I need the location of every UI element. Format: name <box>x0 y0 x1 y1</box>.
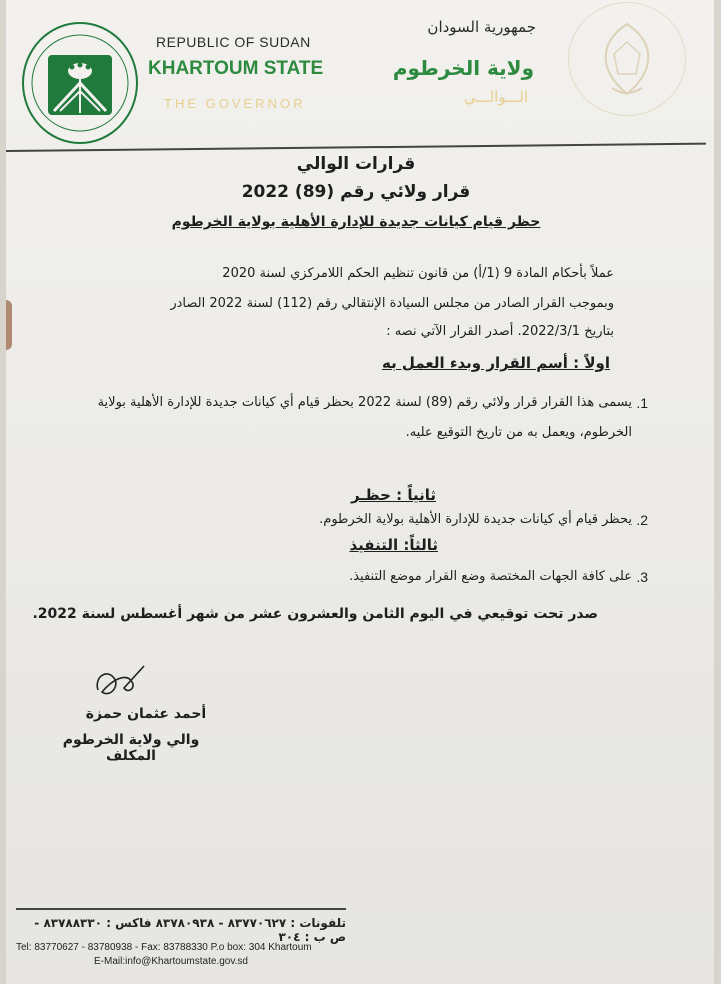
state-ar: ولاية الخرطوم <box>392 56 534 80</box>
item-1-text: يسمى هذا القرار قرار ولائي رقم (89) لسنة 2022 بحظر قيام أي كيانات جديدة للإدارة الأهلية بولاية الخرطوم، ويعمل به من تاريخ التوقيع عليه. <box>97 395 632 440</box>
item-1-number: 1. <box>636 395 648 411</box>
finger-edge <box>6 300 12 350</box>
footer-divider <box>16 908 346 910</box>
footer-arabic-contacts: تلفونات : ٨٣٧٧٠٦٢٧ - ٨٣٧٨٠٩٣٨ فاكس : ٨٣٧٨٨٣٣٠ - ص ب : ٣٠٤ <box>34 916 346 944</box>
section-second-heading: ثانياً : حظـر <box>351 486 436 504</box>
item-3-number: 3. <box>636 569 648 585</box>
preamble-line-3: بتاريخ 2022/3/1. أصدر القرار الآتي نصه : <box>386 324 614 339</box>
letterhead <box>6 0 714 160</box>
section-third-heading: ثالثاً: التنفيذ <box>349 536 438 554</box>
closing-statement: صدر تحت توقيعي في اليوم الثامن والعشرون عشر من شهر أغسطس لسنة 2022. <box>32 606 598 622</box>
item-2-number: 2. <box>636 512 648 528</box>
footer-english-contacts: Tel: 83770627 - 83780938 - Fax: 83788330 P.o box: 304 Khartoum <box>16 942 312 953</box>
item-3 <box>92 562 648 592</box>
decree-number: قرار ولائي رقم (89) 2022 <box>241 182 471 202</box>
footer-email: E-Mail:info@Khartoumstate.gov.sd <box>94 956 248 967</box>
signature-scribble-icon <box>92 660 152 710</box>
decree-subject: حظر قيام كيانات جديدة للإدارة الأهلية بولاية الخرطوم <box>171 214 541 230</box>
decisions-title: قرارات الوالي <box>296 154 416 174</box>
republic-en: REPUBLIC OF SUDAN <box>156 34 311 50</box>
republic-ar: جمهورية السودان <box>427 18 536 36</box>
preamble-line-2: وبموجب القرار الصادر من مجلس السيادة الإنتقالي رقم (112) لسنة 2022 الصادر <box>170 296 614 311</box>
state-en: KHARTOUM STATE <box>148 58 324 79</box>
signatory-title: والي ولاية الخرطوم المكلف <box>62 732 200 764</box>
header-divider <box>6 143 706 152</box>
khartoum-state-logo-icon <box>22 22 138 144</box>
preamble-line-1: عملاً بأحكام المادة 9 (1/أ) من قانون تنظيم الحكم اللامركزي لسنة 2020 <box>222 266 614 281</box>
signatory-name: أحمد عثمان حمزة <box>85 706 207 722</box>
item-3-text: على كافة الجهات المختصة وضع القرار موضع التنفيذ. <box>349 569 632 584</box>
governor-en: THE GOVERNOR <box>164 96 306 111</box>
governor-ar: الـــوالـــي <box>463 88 528 106</box>
item-1 <box>92 388 648 448</box>
section-first-heading: اولاً : أسم القرار وبدء العمل به <box>381 354 610 372</box>
sudan-emblem-icon <box>568 2 686 116</box>
document-page <box>6 0 714 984</box>
item-2 <box>92 505 648 535</box>
item-2-text: يحظر قيام أي كيانات جديدة للإدارة الأهلية بولاية الخرطوم. <box>319 512 632 527</box>
